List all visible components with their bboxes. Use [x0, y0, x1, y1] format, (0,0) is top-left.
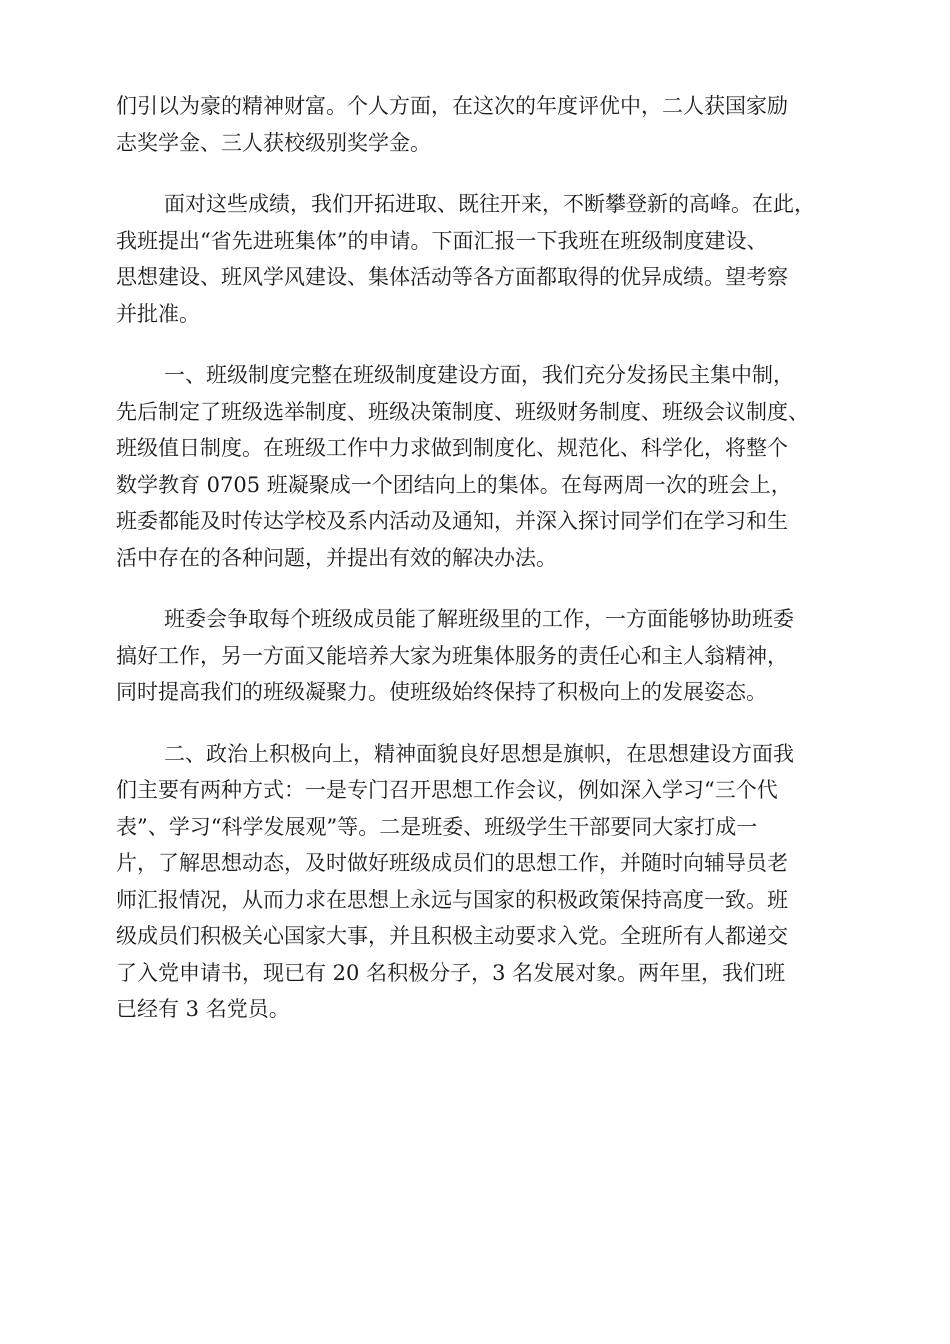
text-line: 同时提高我们的班级凝聚力。使班级始终保持了积极向上的发展姿态。 [116, 680, 767, 704]
text-line: 班级值日制度。在班级工作中力求做到制度化、规范化、科学化，将整个 [116, 436, 788, 460]
text-line: 一、班级制度完整在班级制度建设方面，我们充分发扬民主集中制， [164, 363, 794, 387]
text-line: 搞好工作，另一方面又能培养大家为班集体服务的责任心和主人翁精神， [116, 643, 788, 668]
text-line: 表”、学习“科学发展观”等。二是班委、班级学生干部要同大家打成一 [116, 814, 758, 839]
text-line: 班委都能及时传达学校及系内活动及通知，并深入探讨同学们在学习和生 [116, 509, 788, 533]
paragraph-5 [116, 736, 848, 1028]
paragraph-2 [116, 186, 848, 332]
text-line: 们引以为豪的精神财富。个人方面，在这次的年度评优中，二人获国家励 [116, 94, 788, 118]
text-line: 了入党申请书，现已有 20 名积极分子，3 名发展对象。两年里，我们班 [116, 960, 786, 985]
text-line: 面对这些成绩，我们开拓进取、既往开来，不断攀登新的高峰。在此， [164, 192, 815, 216]
text-line: 二、政治上积极向上，精神面貌良好思想是旗帜，在思想建设方面我 [164, 741, 794, 766]
text-line: 师汇报情况，从而力求在思想上永远与国家的积极政策保持高度一致。班 [116, 887, 788, 912]
text-line: 先后制定了班级选举制度、班级决策制度、班级财务制度、班级会议制度、 [116, 399, 809, 424]
text-line: 数学教育 0705 班凝聚成一个团结向上的集体。在每两周一次的班会上， [116, 472, 792, 497]
text-line: 已经有 3 名党员。 [116, 997, 290, 1021]
text-line: 我班提出“省先进班集体”的申请。下面汇报一下我班在班级制度建设、 [116, 228, 768, 253]
text-line: 思想建设、班风学风建设、集体活动等各方面都取得的优异成绩。望考察 [116, 265, 788, 289]
text-line: 并批准。 [116, 301, 200, 326]
text-line: 级成员们积极关心国家大事，并且积极主动要求入党。全班所有人都递交 [116, 924, 788, 948]
text-line: 班委会争取每个班级成员能了解班级里的工作，一方面能够协助班委 [164, 607, 794, 631]
document-body [116, 88, 848, 1028]
text-line: 片，了解思想动态，及时做好班级成员们的思想工作，并随时向辅导员老 [116, 851, 788, 875]
paragraph-4 [116, 601, 848, 711]
paragraph-3 [116, 357, 848, 576]
paragraph-1 [116, 88, 848, 161]
text-line: 志奖学金、三人获校级别奖学金。 [116, 130, 431, 155]
text-line: 们主要有两种方式：一是专门召开思想工作会议，例如深入学习“三个代 [116, 778, 778, 802]
text-line: 活中存在的各种问题，并提出有效的解决办法。 [116, 545, 557, 570]
